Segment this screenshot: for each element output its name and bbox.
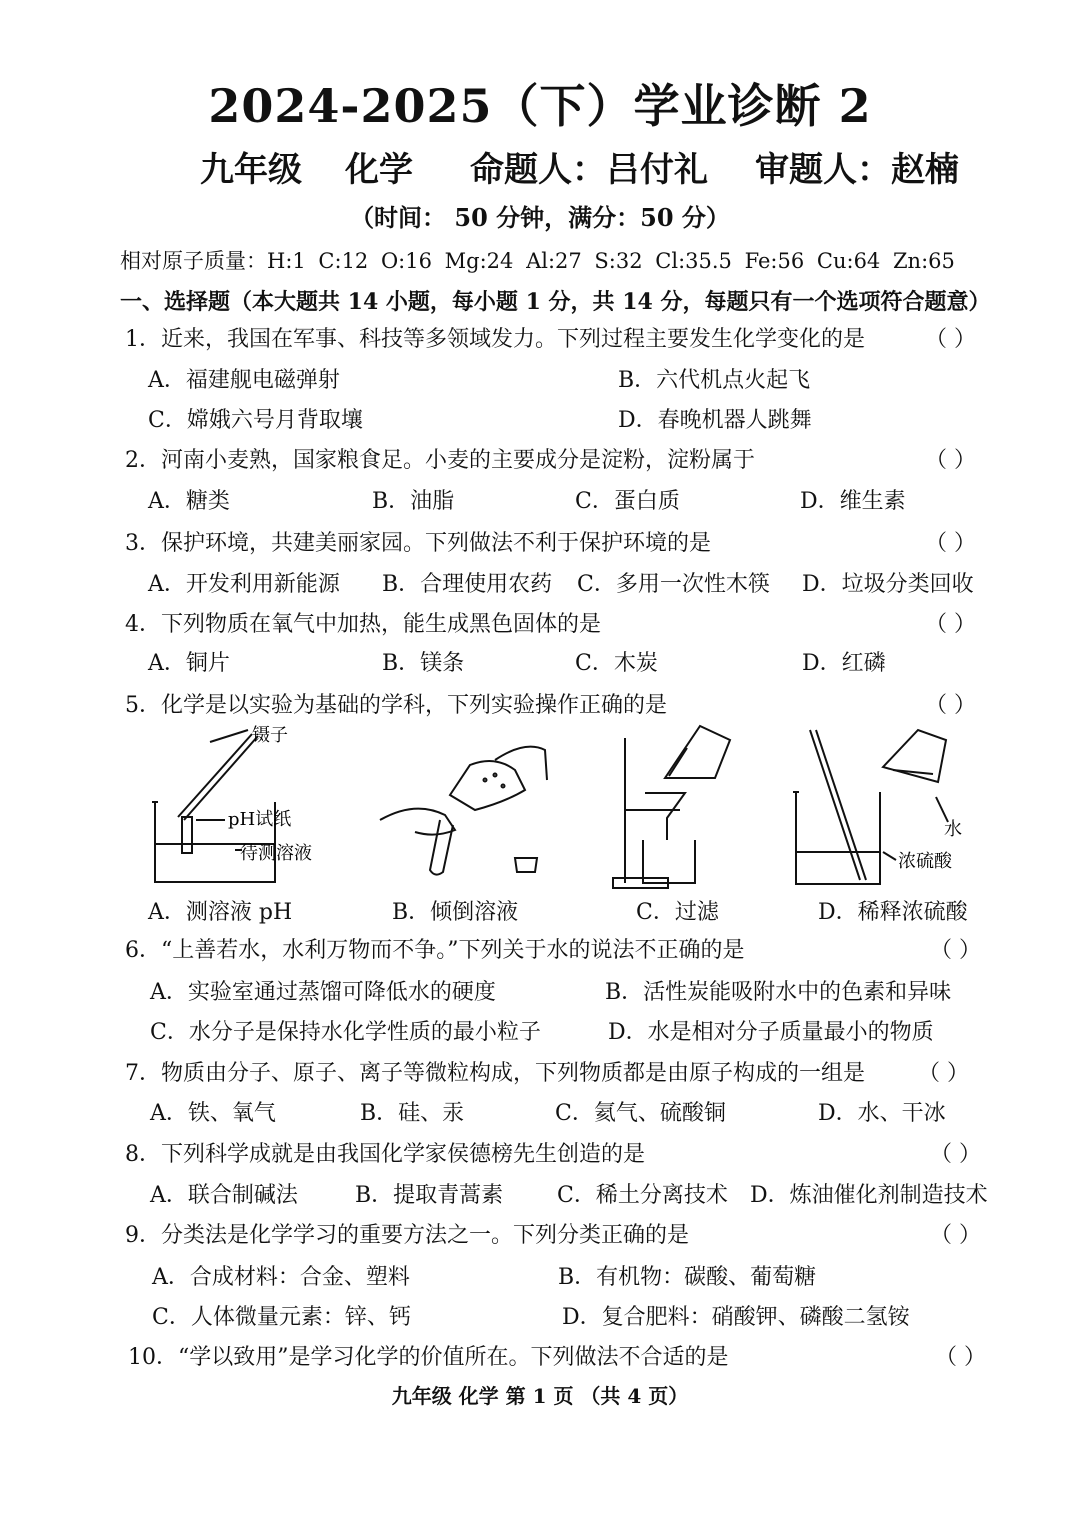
q9-option-d: D．复合肥料：硝酸钾、磷酸二氢铵 <box>562 1305 910 1330</box>
q9-option-a: A．合成材料：合金、塑料 <box>152 1265 410 1290</box>
q5-option-c: C．过滤 <box>636 900 719 925</box>
q3-option-a: A．开发利用新能源 <box>148 572 340 597</box>
answer-bracket-4: （ ） <box>925 612 976 637</box>
reviewer-label: 审题人：赵楠 <box>755 150 959 190</box>
question-3-stem: 3．保护环境，共建美丽家园。下列做法不利于保护环境的是 <box>125 531 711 556</box>
funnel <box>645 793 685 840</box>
q6-option-c: C．水分子是保持水化学性质的最小粒子 <box>150 1020 541 1045</box>
ph-paper-strip <box>182 817 192 853</box>
question-4-stem: 4．下列物质在氧气中加热，能生成黑色固体的是 <box>125 612 601 637</box>
q1-option-a: A．福建舰电磁弹射 <box>148 368 340 393</box>
q5-option-a: A．测溶液 pH <box>148 900 293 925</box>
figure-filtration <box>605 718 775 893</box>
page-title: 2024-2025（下）学业诊断 2 <box>208 79 872 133</box>
question-6-stem: 6．“上善若水，水利万物而不争。”下列关于水的说法不正确的是 <box>125 938 745 963</box>
section-heading: 一、选择题（本大题共 14 小题，每小题 1 分，共 14 分，每题只有一个选项符合题意） <box>120 289 991 315</box>
question-1-stem: 1．近来，我国在军事、科技等多领域发力。下列过程主要发生化学变化的是 <box>125 327 865 352</box>
q7-option-a: A．铁、氧气 <box>150 1101 276 1126</box>
q6-option-a: A．实验室通过蒸馏可降低水的硬度 <box>150 980 496 1005</box>
left-hand <box>380 809 455 835</box>
answer-bracket-2: （ ） <box>925 448 976 473</box>
q7-option-d: D．水、干冰 <box>818 1101 946 1126</box>
time-info: （时间： 50 分钟，满分：50 分） <box>350 203 730 232</box>
answer-bracket-6: （ ） <box>930 938 981 963</box>
answer-bracket-5: （ ） <box>925 693 976 718</box>
question-8-stem: 8．下列科学成就是由我国化学家侯德榜先生创造的是 <box>125 1142 645 1167</box>
label-test-solution: 待测溶液 <box>240 843 312 864</box>
q2-option-d: D．维生素 <box>800 489 906 514</box>
label-water: 水 <box>944 819 962 840</box>
grade-label: 九年级 <box>200 150 302 190</box>
receiving-beaker <box>643 840 695 883</box>
question-9-stem: 9．分类法是化学学习的重要方法之一。下列分类正确的是 <box>125 1223 689 1248</box>
q1-option-b: B．六代机点火起飞 <box>618 368 811 393</box>
q4-option-d: D．红磷 <box>802 651 886 676</box>
glass-rod <box>810 730 860 880</box>
q2-option-b: B．油脂 <box>372 489 455 514</box>
figure-pouring <box>375 720 560 880</box>
label-ph-paper: pH试纸 <box>228 809 292 830</box>
subject-label: 化学 <box>345 150 413 190</box>
question-7-stem: 7．物质由分子、原子、离子等微粒构成，下列物质都是由原子构成的一组是 <box>125 1061 865 1086</box>
q5-option-d: D．稀释浓硫酸 <box>818 900 968 925</box>
answer-bracket-8: （ ） <box>930 1142 981 1167</box>
q6-option-d: D．水是相对分子质量最小的物质 <box>608 1020 934 1045</box>
q3-option-c: C．多用一次性木筷 <box>577 572 770 597</box>
test-tube <box>430 820 453 875</box>
question-2-stem: 2．河南小麦熟，国家粮食足。小麦的主要成分是淀粉，淀粉属于 <box>125 448 755 473</box>
figure-ph-measurement <box>140 722 340 892</box>
q5-option-b: B．倾倒溶液 <box>392 900 519 925</box>
q9-option-b: B．有机物：碳酸、葡萄糖 <box>558 1265 817 1290</box>
q2-option-c: C．蛋白质 <box>575 489 680 514</box>
water-beaker <box>883 730 946 782</box>
q4-option-c: C．木炭 <box>575 651 658 676</box>
label-conc-acid: 浓硫酸 <box>898 851 952 872</box>
q6-option-b: B．活性炭能吸附水中的色素和异味 <box>605 980 952 1005</box>
q4-option-a: A．铜片 <box>148 651 230 676</box>
q4-option-b: B．镁条 <box>382 651 465 676</box>
q8-option-a: A．联合制碱法 <box>150 1183 298 1208</box>
answer-bracket-10: （ ） <box>935 1345 986 1370</box>
q1-option-d: D．春晚机器人跳舞 <box>618 408 812 433</box>
page-footer: 九年级 化学 第 1 页 （共 4 页） <box>391 1384 689 1408</box>
q8-option-d: D．炼油催化剂制造技术 <box>750 1183 988 1208</box>
figure-dilution <box>788 722 988 892</box>
q7-option-c: C．氦气、硫酸铜 <box>555 1101 726 1126</box>
q8-option-b: B．提取青蒿素 <box>355 1183 504 1208</box>
answer-bracket-1: （ ） <box>925 327 976 352</box>
answer-bracket-9: （ ） <box>930 1223 981 1248</box>
q8-option-c: C．稀土分离技术 <box>557 1183 728 1208</box>
question-10-stem: 10．“学以致用”是学习化学的价值所在。下列做法不合适的是 <box>128 1345 729 1370</box>
label-tweezers: 镊子 <box>252 725 288 746</box>
q9-option-c: C．人体微量元素：锌、钙 <box>152 1305 411 1330</box>
q3-option-d: D．垃圾分类回收 <box>802 572 974 597</box>
q2-option-a: A．糖类 <box>148 489 230 514</box>
author-label: 命题人：吕付礼 <box>470 150 708 190</box>
reagent-bottle <box>450 761 525 810</box>
bottle-stopper <box>515 858 537 872</box>
beaker-d <box>796 792 880 884</box>
q1-option-c: C．嫦娥六号月背取壤 <box>148 408 363 433</box>
answer-bracket-7: （ ） <box>918 1061 969 1086</box>
pouring-beaker <box>665 726 730 778</box>
question-5-stem: 5．化学是以实验为基础的学科，下列实验操作正确的是 <box>125 693 667 718</box>
atomic-masses: 相对原子质量：H:1 C:12 O:16 Mg:24 Al:27 S:32 Cl:35.5 Fe:56 Cu:64 Zn:65 <box>120 249 955 273</box>
tweezers <box>178 734 252 817</box>
answer-bracket-3: （ ） <box>925 531 976 556</box>
q3-option-b: B．合理使用农药 <box>382 572 553 597</box>
q7-option-b: B．硅、汞 <box>360 1101 465 1126</box>
